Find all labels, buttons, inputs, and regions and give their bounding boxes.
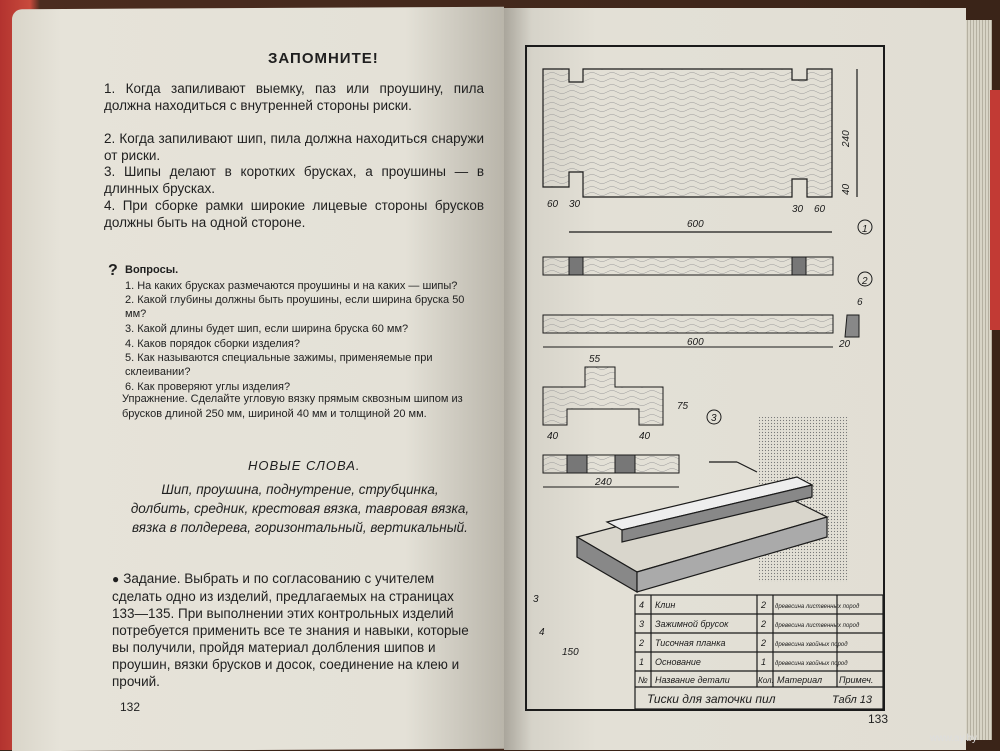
table-row-2-mat: древесина хвойных пород xyxy=(775,642,848,648)
rule-3: 3. Шипы делают в коротких брусках, а проушины — в длинных брусках. xyxy=(104,164,484,196)
marker-3: 3 xyxy=(711,413,717,424)
exercise-text: Упражнение. Сделайте угловую вязку прямым сквозным шипом из брусков длиной 250 мм, шириной 40 мм и толщиной 20 мм. xyxy=(122,393,463,420)
table-row-3-mat: древесина лиственных пород xyxy=(775,623,860,629)
question-1: 1. На каких брусках размечаются проушины и на каких — шипы? xyxy=(125,280,458,292)
table-row-2-qty: 2 xyxy=(761,638,767,648)
table-row-3-name: Зажимной брусок xyxy=(655,619,729,629)
table-row-1-mat: древесина хвойных пород xyxy=(775,661,848,667)
dim-20: 20 xyxy=(839,339,851,350)
table-row-3-qty: 2 xyxy=(761,619,767,629)
table-row-4-n: 4 xyxy=(639,600,645,610)
dim-75: 75 xyxy=(677,401,689,412)
dim-60-left: 60 xyxy=(547,199,559,210)
dim-3: 3 xyxy=(533,594,539,605)
new-words-text: Шип, проушина, поднутрение, струбцинка, долбить, средник, крестовая вязка, тавровая вязка, вязка в полдерева, горизонтальный, вертикальный. xyxy=(130,482,470,535)
dim-40: 40 xyxy=(841,183,852,195)
question-2: 2. Какой глубины должны быть проушины, если ширина бруска 50 мм? xyxy=(125,294,465,320)
watermark: www.ay.by xyxy=(930,733,978,744)
marker-4: 4 xyxy=(539,627,545,638)
task-bullet-icon: ● xyxy=(112,572,120,586)
table-row-4-mat: древесина лиственных пород xyxy=(775,604,860,610)
dim-30-right: 30 xyxy=(792,204,804,215)
dim-240: 240 xyxy=(841,130,852,147)
table-header-n: № xyxy=(638,675,648,685)
dim-30-left: 30 xyxy=(569,199,581,210)
vise-drawing xyxy=(527,47,883,709)
rule-4: 4. При сборке рамки широкие лицевые стороны брусков должны быть на одной стороне. xyxy=(104,198,484,230)
question-mark-icon: ? xyxy=(108,262,118,279)
new-words-title: НОВЫЕ СЛОВА. xyxy=(248,458,361,473)
table-number: Табл 13 xyxy=(832,694,873,706)
table-header-note: Примеч. xyxy=(839,675,874,685)
task-block xyxy=(112,570,480,690)
dim-150: 150 xyxy=(562,647,579,658)
dim-60-right: 60 xyxy=(814,204,826,215)
book-cover-edge xyxy=(990,90,1000,330)
dim-40-b: 40 xyxy=(547,431,559,442)
question-6: 6. Как проверяют углы изделия? xyxy=(125,381,291,393)
table-row-2-name: Тисочная планка xyxy=(655,638,726,648)
page-edges xyxy=(962,20,992,740)
technical-drawing-frame xyxy=(525,45,885,711)
dim-40-c: 40 xyxy=(639,431,651,442)
table-header-name: Название детали xyxy=(655,675,730,685)
marker-2: 2 xyxy=(862,276,868,287)
table-row-2-n: 2 xyxy=(639,638,645,648)
right-page-number: 133 xyxy=(868,712,889,726)
table-row-3-n: 3 xyxy=(639,619,645,629)
task-text: Задание. Выбрать и по согласованию с учителем сделать одно из изделий, предлагаемых на страницах 133—135. При выполнении этих контрольных изделий потребуется применить все те знания и навыки, которые вы получили, пройдя материал долбления шипов и проушин, вязки брусков и досок, соединение на клею и прочий. xyxy=(112,571,469,689)
dim-240-b: 240 xyxy=(595,477,612,488)
marker-1: 1 xyxy=(862,224,868,235)
remember-title: ЗАПОМНИТЕ! xyxy=(268,50,379,67)
table-row-4-name: Клин xyxy=(655,600,676,610)
table-header-mat: Материал xyxy=(777,675,823,685)
table-row-4-qty: 2 xyxy=(761,600,767,610)
dim-6: 6 xyxy=(857,297,863,308)
dim-600-strip: 600 xyxy=(687,337,704,348)
question-3: 3. Какой длины будет шип, если ширина бруска 60 мм? xyxy=(125,323,409,335)
table-row-1-name: Основание xyxy=(655,657,701,667)
dim-600: 600 xyxy=(687,219,704,230)
questions-title: Вопросы. xyxy=(125,264,179,276)
rule-2: 2. Когда запиливают шип, пила должна находиться снаружи от риски. xyxy=(104,131,484,163)
table-row-1-qty: 1 xyxy=(761,657,767,667)
dim-55: 55 xyxy=(589,354,601,365)
question-5: 5. Как называются специальные зажимы, применяемые при склеивании? xyxy=(125,352,433,378)
question-4: 4. Каков порядок сборки изделия? xyxy=(125,338,300,350)
table-header-qty: Кол. xyxy=(758,676,774,685)
left-page-number: 132 xyxy=(120,700,141,714)
table-row-1-n: 1 xyxy=(639,657,645,667)
rule-1: 1. Когда запиливают выемку, паз или проушину, пила должна находиться с внутренней стороны риски. xyxy=(104,81,484,113)
table-title: Тиски для заточки пил xyxy=(647,692,776,706)
